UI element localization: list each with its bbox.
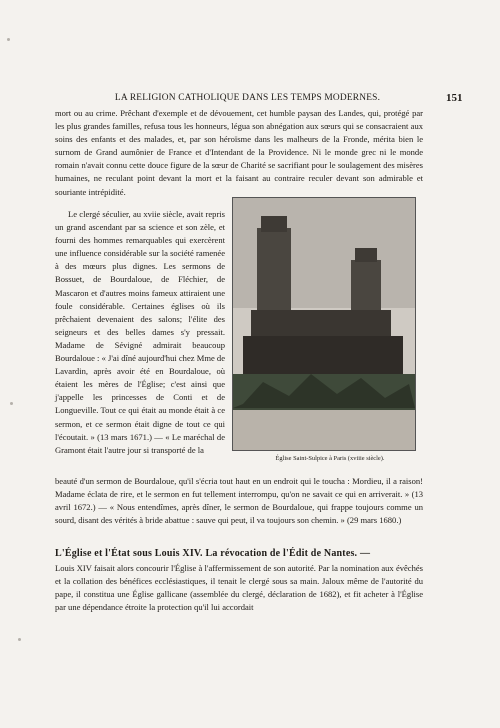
page-number: 151 [446, 92, 463, 104]
left-column-text: Le clergé séculier, au xviie siècle, avait repris un grand ascendant par sa science et son zèle, et fourni des hommes remarquables qui exercèrent une influence considérable sur la société ramenée à des mœurs plus dignes. Les sermons de Bossuet, de Bourdaloue, de Fléchier, de Mascaron et d'autres moins fameux attiraient une foule considérable. Certaines églises où ils prêchaient devenaient des salons; l'élite des seigneurs et des belles dames s'y pressait. Madame de Sévigné admirait beaucoup Bourdaloue : « J'ai dîné aujourd'hui chez Mme de Lavardin, après avoir été en Bourdaloue, où étaient les mères de l'Église; c'est ainsi que j'appelle les princesses de Conti et de Longueville. Tout ce qui était au monde était à ce sermon, et ce sermon était digne de tout ce qui l'écoutait. » (13 mars 1671.) — « Le maréchal de Gramont était l'autre jour si transporté de la [55, 209, 225, 455]
saint-sulpice-engraving [233, 198, 415, 450]
section-body: Louis XIV faisait alors concourir l'Église à l'affermissement de son autorité. Par la nomination aux évêchés et la collation des bénéfices ecclésiastiques, il tenait le clergé sous sa main. Jaloux même de l'autorité du pape, il constitua une Église gallicane (assemblée du clergé, déclaration de 1682), et fit acheter à l'Église par une dépendance étroite la protection qu'il lui accordait [55, 563, 423, 613]
paper-speck [18, 638, 21, 641]
continuation-paragraph: beauté d'un sermon de Bourdaloue, qu'il s'écria tout haut en un endroit qui le toucha : Mordieu, il a raison! Madame éclata de rire, et le sermon en fut tellement interrompu, qu'on ne savait ce qui en arriverait. » (13 avril 1672.) — « Nous entendîmes, après dîner, le sermon de Bourdaloue, qui frappe toujours comme un sourd, disant des vérités à bride abattue : sauve qui peut, il va toujours son chemin. » (29 mars 1680.) [55, 476, 423, 526]
top-paragraph: mort ou au crime. Prêchant d'exemple et de dévouement, cet humble paysan des Landes, qui, protégé par les plus grandes familles, refusa tous les honneurs, légua son abnégation aux sœurs qui se consacraient aux soins des enfants et des malades, et, par son héroïsme dans les malheurs de la Fronde, mérita bien le surnom de Grand aumônier de France et d'Intendant de la Providence. Ni le monde grec ni le monde romain n'avait connu cette douce figure de la sœur de Charité se sacrifiant pour le soulagement des misères humaines, ne reculant point devant la mort et la faisant au contraire reculer devant son admirable et souriante intrépidité. [55, 108, 423, 197]
section-title: L'Église et l'État sous Louis XIV. La révocation de l'Édit de Nantes. — [55, 548, 371, 559]
paper-speck [7, 38, 10, 41]
paper-speck [10, 402, 13, 405]
figure-caption: Église Saint-Sulpice à Paris (xviiie siècle). [275, 455, 385, 462]
church-illustration [232, 197, 416, 451]
running-title: LA RELIGION CATHOLIQUE DANS LES TEMPS MODERNES. [114, 93, 381, 103]
